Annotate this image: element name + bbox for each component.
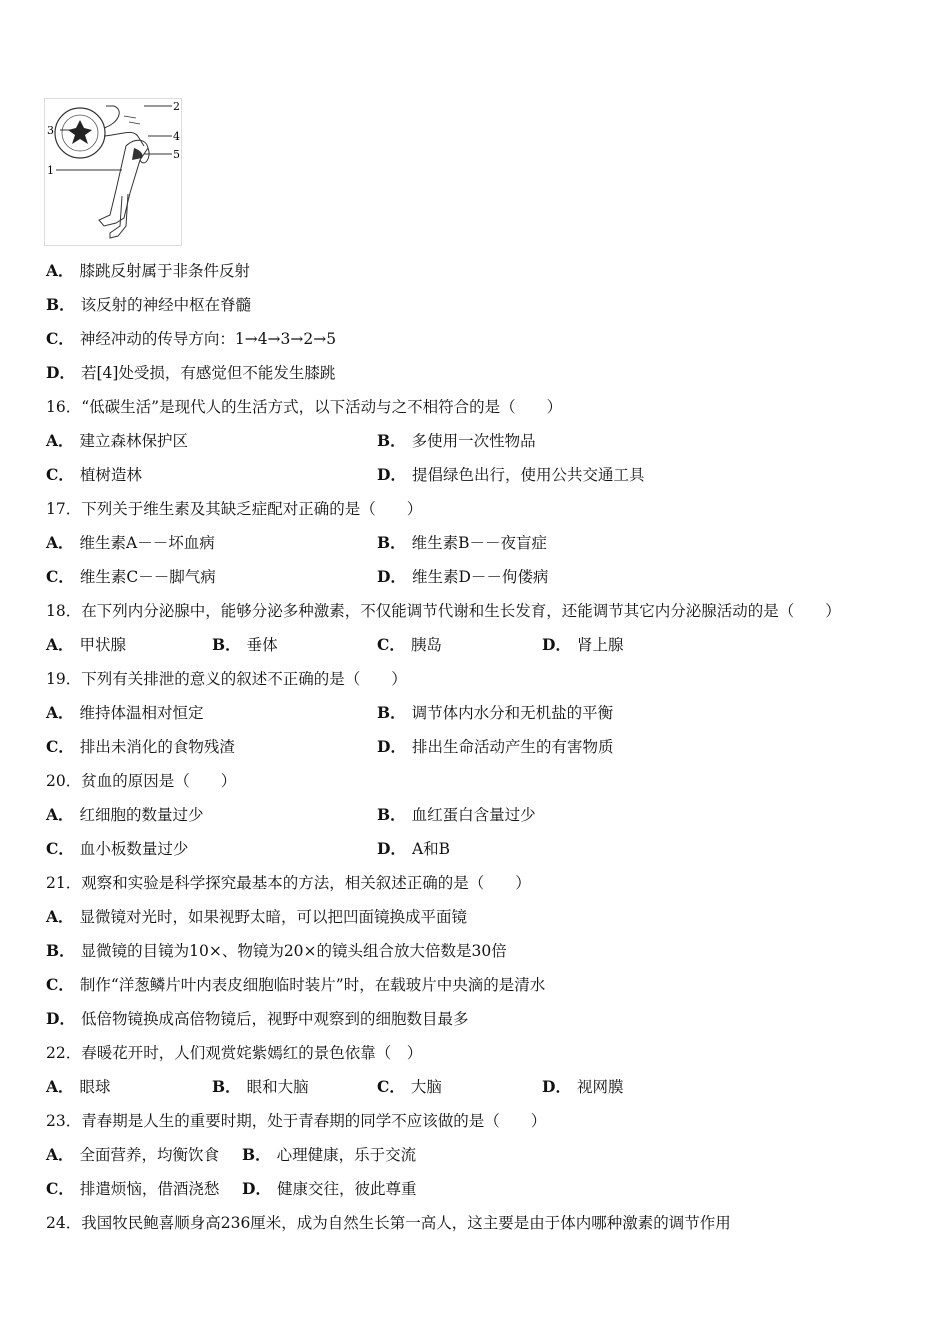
q22-option-a: A． 眼球 (46, 1077, 111, 1096)
q23-option-b: B． 心理健康，乐于交流 (242, 1145, 417, 1164)
q17-stem: 17．下列关于维生素及其缺乏症配对正确的是（ ） (46, 500, 423, 518)
figure-label-3: 3 (47, 124, 54, 137)
q21-stem: 21．观察和实验是科学探究最基本的方法，相关叙述正确的是（ ） (46, 874, 531, 892)
q22-option-b: B． 眼和大脑 (212, 1077, 309, 1096)
figure-label-2: 2 (173, 100, 180, 113)
q18-stem: 18．在下列内分泌腺中，能够分泌多种激素，不仅能调节代谢和生长发育，还能调节其它内分泌腺活动的是（ ） (46, 602, 841, 620)
q16-option-b: B． 多使用一次性物品 (377, 431, 536, 450)
q18-option-d: D． 肾上腺 (542, 635, 624, 654)
q23-option-d: D． 健康交往，彼此尊重 (242, 1179, 417, 1198)
q17-option-a: A． 维生素A－－坏血病 (46, 533, 215, 552)
knee-jerk-reflex-diagram (44, 98, 182, 246)
q20-option-a: A． 红细胞的数量过少 (46, 805, 204, 824)
q23-option-a: A． 全面营养，均衡饮食 (46, 1145, 220, 1164)
q19-option-a: A． 维持体温相对恒定 (46, 703, 204, 722)
q21-option-c: C． 制作“洋葱鳞片叶内表皮细胞临时装片”时，在载玻片中央滴的是清水 (46, 975, 546, 994)
q21-option-b: B． 显微镜的目镜为10×、物镜为20×的镜头组合放大倍数是30倍 (46, 941, 507, 960)
q20-option-b: B． 血红蛋白含量过少 (377, 805, 536, 824)
q16-option-c: C． 植树造林 (46, 465, 142, 484)
figure-label-5: 5 (173, 148, 180, 161)
q20-stem: 20．贫血的原因是（ ） (46, 772, 237, 790)
q24-stem: 24．我国牧民鲍喜顺身高236厘米，成为自然生长第一高人，这主要是由于体内哪种激素的调节作用 (46, 1214, 731, 1232)
q17-option-c: C． 维生素C－－脚气病 (46, 567, 216, 586)
q22-stem: 22．春暖花开时，人们观赏姹紫嫣红的景色依靠（ ） (46, 1044, 423, 1062)
q15-option-c: C． 神经冲动的传导方向：1→4→3→2→5 (46, 329, 337, 348)
q23-option-c: C． 排遣烦恼，借酒浇愁 (46, 1179, 220, 1198)
q18-option-a: A． 甲状腺 (46, 635, 127, 654)
figure-label-4: 4 (173, 130, 180, 143)
figure-label-1: 1 (47, 164, 54, 177)
q17-option-d: D． 维生素D－－佝偻病 (377, 567, 549, 586)
q20-option-d: D． A和B (377, 839, 451, 858)
q19-stem: 19．下列有关排泄的意义的叙述不正确的是（ ） (46, 670, 407, 688)
q21-option-d: D． 低倍物镜换成高倍物镜后，视野中观察到的细胞数目最多 (46, 1009, 469, 1028)
q21-option-a: A． 显微镜对光时，如果视野太暗，可以把凹面镜换成平面镜 (46, 907, 468, 926)
q22-option-d: D． 视网膜 (542, 1077, 624, 1096)
q18-option-b: B． 垂体 (212, 635, 278, 654)
q15-option-d: D． 若[4]处受损，有感觉但不能发生膝跳 (46, 363, 336, 382)
q20-option-c: C． 血小板数量过少 (46, 839, 189, 858)
q19-option-d: D． 排出生命活动产生的有害物质 (377, 737, 614, 756)
q16-option-d: D． 提倡绿色出行，使用公共交通工具 (377, 465, 645, 484)
q16-stem: 16．“低碳生活”是现代人的生活方式，以下活动与之不相符合的是（ ） (46, 398, 563, 416)
q23-stem: 23．青春期是人生的重要时期，处于青春期的同学不应该做的是（ ） (46, 1112, 547, 1130)
q15-option-b: B． 该反射的神经中枢在脊髓 (46, 295, 252, 314)
q17-option-b: B． 维生素B－－夜盲症 (377, 533, 548, 552)
q19-option-c: C． 排出未消化的食物残渣 (46, 737, 235, 756)
q18-option-c: C． 胰岛 (377, 635, 442, 654)
q15-option-a: A． 膝跳反射属于非条件反射 (46, 261, 251, 280)
reflex-arc-illustration (44, 98, 182, 246)
q19-option-b: B． 调节体内水分和无机盐的平衡 (377, 703, 614, 722)
q16-option-a: A． 建立森林保护区 (46, 431, 189, 450)
q22-option-c: C． 大脑 (377, 1077, 442, 1096)
